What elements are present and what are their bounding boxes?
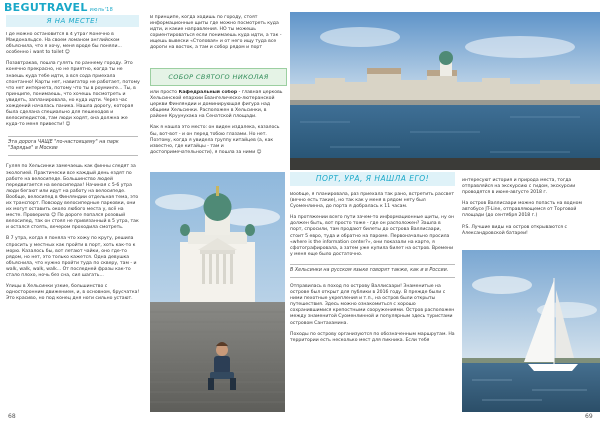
paragraph: Позавтракав, пошла гулять по раннему городу. Это конечно прекрасно, но не приятно, когда ты не знаешь куда тебе идти, а вся сода приехала спонтанно! Карты нет, навигатор не работает, потому что нет интернета, потому что ты в роуминге... Ты, в принципе, понимаешь, что хочешь посмотреть и увидеть, запланировала, но куда идти. Через час хождений началась паника. Нашла дорогу, которая была сделана специально для пешеходов и велосипедистов, там люди ходят, она должна же куда-то меня привести! ☺: [6, 61, 140, 128]
section-heading-port: ПОРТ, УРА, Я НАШЛА ЕГО!: [290, 172, 455, 186]
paragraph: или просто Кафедральный собор - главная церковь Хельсинской епархии Евангелическо-лютеранской церкви Финляндии и доминирующая фигура над общими Хельсинки. Расположен в Хельсинки, в районе Круунухака на Сенатской площади.: [150, 90, 283, 120]
issue-label: июль'18: [89, 7, 114, 13]
cathedral-photo: [150, 172, 285, 412]
right-middle-column-text: [290, 192, 455, 412]
harbor-photo: [290, 12, 600, 170]
paragraph: Походы по острову организуются по обозначенным маршрутам. На территории есть несколько мест для пикника. Если тебя: [290, 331, 455, 343]
paragraph: На остров Валлисаари можно попасть на водном автобусе JT-Line, отправляющемся от Торговой площади (до сентября 2018 г.): [462, 201, 582, 219]
photo-caption: В Хельсинки на русском языке говорят также, как и в России.: [290, 264, 455, 278]
page-number-right: 69: [585, 413, 593, 420]
left-column-text: [6, 32, 140, 438]
section-heading-arrival: Я НА МЕСТЕ!: [6, 15, 139, 27]
brand-name: BEGUTRAVEL: [4, 1, 88, 14]
page-number-left: 68: [8, 413, 16, 420]
paragraph: Вообще, я планировала, раз приехала так рано, встретить рассвет (вечно есть такие), но так как у меня в рядом нету был Суоменлинна, до порта я добралась к 11 часам.: [290, 192, 455, 210]
sailboat-photo: [462, 250, 600, 412]
photo-caption: Эта дорога ЧАЩЕ "по-настоящему" на парк "Зарядье" в Москве: [8, 136, 138, 156]
paragraph: Как я нашла это место: он виден издалека, казалось бы, вот-вот - и он перед тобою глазами. Но нет. Поэтому, когда я увидела группу китайцев (а, как известно, где китайцы - там и достопримечательности), я пошла за ними ☺: [150, 125, 280, 155]
masthead: [4, 1, 113, 14]
paragraph: Гуляя по Хельсинки замечаешь как финны следят за экологией. Практически все каждый день ездят по работе на велосипеде. Большинство людей передвигается на велосипедах! Начиная с 5-6 утра люди бегают или идут на работу на велосипеде. Вообще, велосипед в Финляндии отдельная тема, это их транспорт. Повсюду велосипедные парковки, они их могут оставить около любого места у, всё на месте. Проверила ☺ По дороге попался розовый велосипед, так он стоял не привязанный в 5 утра, так и остался стоять, вечером проходила смотреть.: [6, 164, 139, 231]
paragraph: В принципе, когда ходишь по городу, стоят информационные щиты где можно посмотреть куда идти, и какие направления. НО ты можешь сориентироваться если понимаешь куда идти, а так - ищешь вывески «Столовая» и от него ищу туда все дороги на восток, а там и собор рядом и порт: [150, 15, 282, 51]
paragraph: интересуют история и природа места, тогда отправляйся на экскурсию с гидом, экскурсии проводятся в июне-августе 2018 г.: [462, 178, 576, 196]
paragraph: На протяжении всего пути зачем-то информационные щиты, ну он должен быть, вот просто тоже - где он расположен? Зашла в порт, спросили, там продают билеты до острова Валлисаари, стоит 5 евро, туда и обратно на пароме. Первоначально просила «where is the information center?», они показали на карте, я сфотографировала, а затем уже купила билет на остров. Времени у меня еще было достаточно.: [290, 215, 455, 257]
paragraph: Где можно остановится в 4 утра? Конечно в Макдональдсе. На своем ломаном английском объяснила, что я хочу, меня вроде бы поняли... особенно i want to toilet ☺: [6, 32, 122, 56]
cathedral-heading: СОБОР СВЯТОГО НИКОЛАЯ: [150, 68, 287, 86]
paragraph: Улицы в Хельсинки узкие, большинство с односторонним движением, и, в основном, брусчатка! Это красиво, но под конец дня ноги сильно устают.: [6, 284, 140, 302]
middle-column-text-top: [150, 15, 285, 75]
paragraph: В 7 утра, когда я поняла что хожу по кругу, решила спросить у местных как пройти в порт, хоть как-то к морю. Казалось бы, вот летают чайки, оно где-то рядом, но нет, это только кажется. Одна девушка объяснила, что нужно пройти туда по скверу, там - и walk, walk, walk, walk... От последней фразы как-то стало плохо, ночь без сна, сил шагать...: [6, 236, 137, 278]
paragraph: P.S. Лучшие виды на остров открываются с Александровской батареи!: [462, 224, 567, 236]
paragraph: Отправилась в поход по острову Валлисаари! Знаменитые на острове был открыт для публики в 2016 году. В прежде были с ними пехотные укрепления и т.п., на остров были открыты путешествия. Здесь можно ознакомиться с хорошо сохранившимися крепостными сооружениями. Остров расположен между знаменитой Суоменлинной и популярным здесь туристами островом Сантахамина.: [290, 283, 455, 326]
